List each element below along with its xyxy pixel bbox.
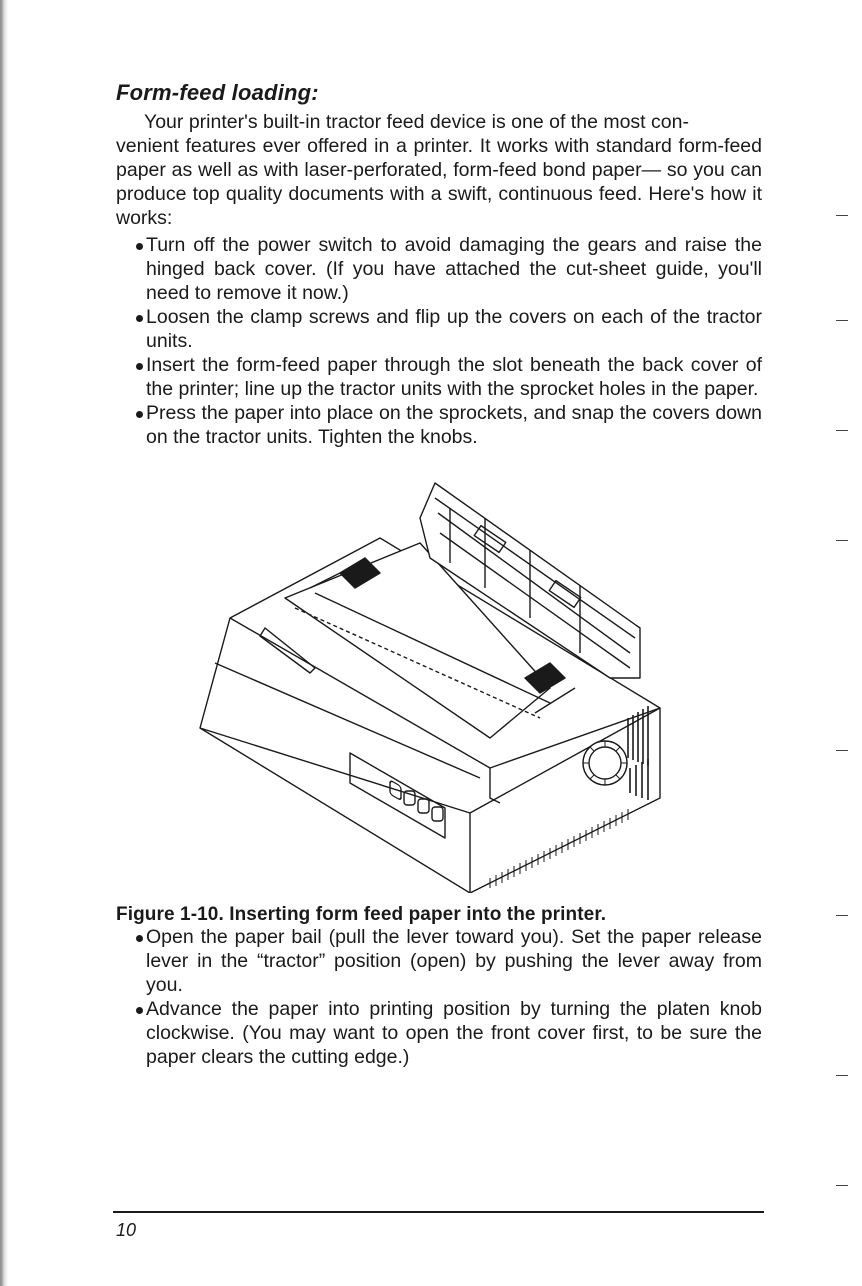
step-item: Open the paper bail (pull the lever toward you). Set the paper release lever in the “tractor” position (open) by pushing the lever away from you. [116,925,762,997]
bullet-icon [136,315,143,322]
scan-mark [836,320,848,321]
bullet-icon [136,363,143,370]
scan-mark [836,1075,848,1076]
scan-mark [836,1185,848,1186]
step-item: Advance the paper into printing position by turning the platen knob clockwise. (You may want to open the front cover first, to be sure the paper clears the cutting edge.) [116,997,762,1069]
intro-paragraph [116,110,762,230]
scan-edge [0,0,8,1286]
scan-mark [836,915,848,916]
bullet-icon [136,935,143,942]
page-number: 10 [116,1220,137,1240]
scan-mark [836,750,848,751]
intro-first-line: Your printer's built-in tractor feed device is one of the most con- [144,111,689,133]
step-item: Turn off the power switch to avoid damaging the gears and raise the hinged back cover. (If you have attached the cut-sheet guide, you'll need to remove it now.) [116,233,762,305]
printer-illustration-icon [190,478,690,893]
scan-mark [836,430,848,431]
scan-mark [836,540,848,541]
bullet-icon [136,411,143,418]
step-item: Loosen the clamp screws and flip up the covers on each of the tractor units. [116,305,762,353]
step-item: Press the paper into place on the sprockets, and snap the covers down on the tractor units. Tighten the knobs. [116,401,762,449]
section-heading: Form-feed loading: [116,80,319,105]
footer-rule [113,1211,764,1213]
steps-list-before-figure [116,233,762,449]
step-item: Insert the form-feed paper through the slot beneath the back cover of the printer; line up the tractor units with the sprocket holes in the paper. [116,353,762,401]
bullet-icon [136,1007,143,1014]
scan-mark [836,215,848,216]
intro-rest: venient features ever offered in a printer. It works with standard form-feed paper as well as with laser-perforated, form-feed bond paper— so you can produce top quality documents with a swift, continuous feed. Here's how it works: [116,135,762,229]
figure-caption: Figure 1-10. Inserting form feed paper into the printer. [116,904,607,925]
steps-list-after-figure [116,925,762,1069]
bullet-icon [136,243,143,250]
